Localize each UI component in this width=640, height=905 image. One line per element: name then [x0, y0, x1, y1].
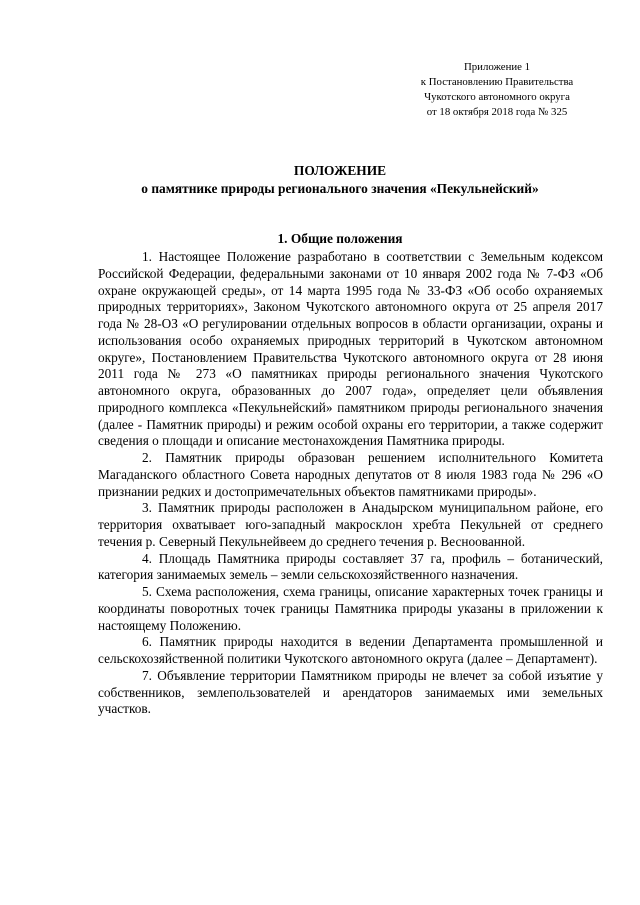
annex-line-4: от 18 октября 2018 года № 325: [426, 106, 568, 118]
paragraph-2: 2. Памятник природы образован решением исполнительного Комитета Магаданского областного Совета народных депутатов от 8 июля 1983 года № 296 «О признании редких и достопримечательных объектов памятниками природы».: [98, 450, 603, 499]
annex-line-3: Чукотского автономного округа: [424, 91, 570, 103]
section-heading: 1. Общие положения: [277, 231, 403, 246]
paragraph-5: 5. Схема расположения, схема границы, описание характерных точек границы и координаты поворотных точек границы Памятника природы указаны в приложении к настоящему Положению.: [98, 584, 603, 633]
paragraph-1: 1. Настоящее Положение разработано в соответствии с Земельным кодексом Российской Федерации, федеральными законами от 10 января 2002 года № 7-ФЗ «Об охране окружающей среды», от 14 марта 1995 года № 33-ФЗ «Об особо охраняемых природных территориях», Законом Чукотского автономного округа от 25 апреля 2017 года № 28-ОЗ «О регулировании отдельных вопросов в области организации, охраны и использования особо охраняемых природных территорий в Чукотском автономном округе», Постановлением Правительства Чукотского автономного округа от 28 июня 2011 года № 273 «О памятниках природы регионального значения Чукотского автономного округа, образованных до 2007 года», определяет цели объявления природного комплекса «Пекульнейский» памятником природы регионального значения (далее - Памятник природы) и режим особой охраны его территории, а также содержит сведения о площади и описание местонахождения Памятника природы.: [98, 249, 603, 449]
annex-header: [392, 60, 602, 120]
paragraph-3: 3. Памятник природы расположен в Анадырском муниципальном районе, его территория охватывает юго-западный макросклон хребта Пекульней от среднего течения р. Северный Пекульнейвеем до среднего течения р. Весноованной.: [98, 500, 603, 549]
document-title: ПОЛОЖЕНИЕ: [293, 163, 387, 178]
annex-line-1: Приложение 1: [463, 61, 531, 73]
paragraph-7: 7. Объявление территории Памятником природы не влечет за собой изъятие у собственников, землепользователей и арендаторов занимаемых ими земельных участков.: [98, 667, 603, 717]
paragraph-6: 6. Памятник природы находится в ведении Департамента промышленной и сельскохозяйственной политики Чукотского автономного округа (далее – Департамент).: [98, 634, 603, 666]
paragraph-4: 4. Площадь Памятника природы составляет 37 га, профиль – ботанический, категория занимаемых земель – земли сельскохозяйственного назначения.: [98, 550, 603, 583]
annex-line-2: к Постановлению Правительства: [420, 76, 574, 88]
section-body: [98, 249, 603, 718]
document-subtitle: о памятнике природы регионального значения «Пекульнейский»: [141, 181, 539, 196]
